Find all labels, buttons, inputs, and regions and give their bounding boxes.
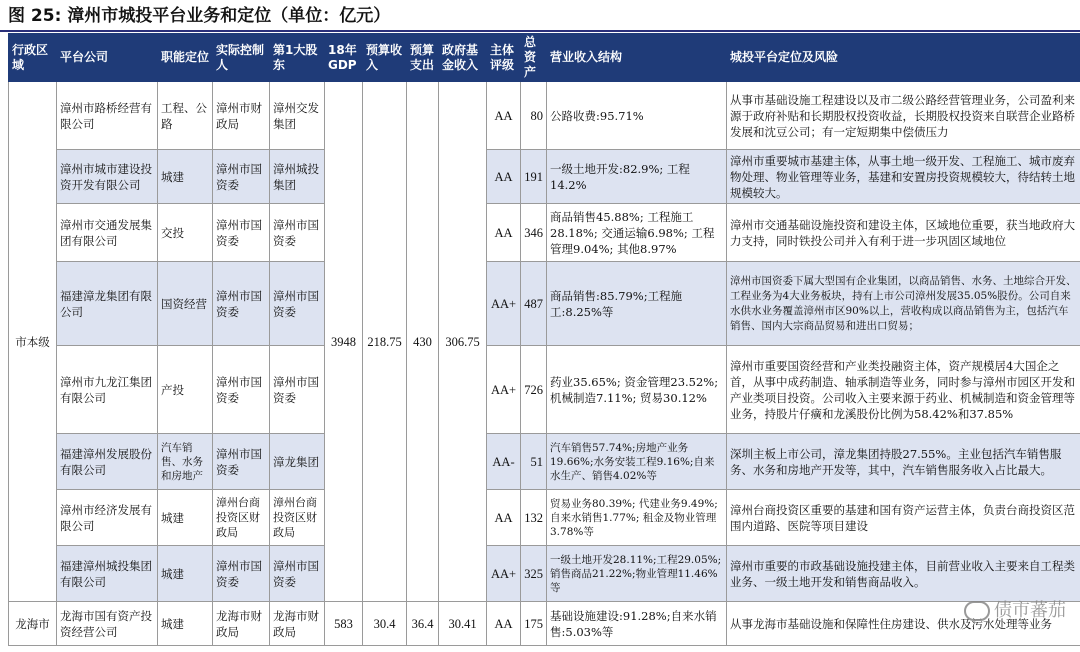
role-cell: 城建 — [158, 546, 213, 602]
header-fund-income: 政府基金收入 — [439, 34, 487, 82]
rating-cell: AA — [487, 602, 521, 646]
rating-cell: AA+ — [487, 346, 521, 434]
position-cell: 从事龙海市基础设施和保障性住房建设、供水及污水处理等业务 — [727, 602, 1080, 646]
rating-cell: AA — [487, 490, 521, 546]
assets-cell: 325 — [521, 546, 547, 602]
holder-cell: 龙海市财政局 — [270, 602, 325, 646]
header-row — [9, 34, 1080, 82]
header-gdp: 18年GDP — [325, 34, 363, 82]
controller-cell: 漳州市国资委 — [213, 262, 270, 346]
figure-title: 图 25: 漳州市城投平台业务和定位（单位：亿元） — [8, 6, 391, 26]
role-cell: 汽车销售、水务和房地产 — [158, 434, 213, 490]
company-cell: 漳州市九龙江集团有限公司 — [57, 346, 158, 434]
table-row — [9, 82, 1080, 150]
assets-cell: 487 — [521, 262, 547, 346]
revenue-cell: 商品销售:85.79%;工程施工:8.25%等 — [547, 262, 727, 346]
assets-cell: 132 — [521, 490, 547, 546]
header-region: 行政区域 — [9, 34, 57, 82]
holder-cell: 漳州台商投资区财政局 — [270, 490, 325, 546]
controller-cell: 漳州市国资委 — [213, 546, 270, 602]
assets-cell: 346 — [521, 204, 547, 262]
gdp-cell: 583 — [325, 602, 363, 646]
assets-cell: 726 — [521, 346, 547, 434]
company-cell: 福建漳州发展股份有限公司 — [57, 434, 158, 490]
rating-cell: AA — [487, 82, 521, 150]
rating-cell: AA+ — [487, 546, 521, 602]
revenue-cell: 一级土地开发:82.9%; 工程14.2% — [547, 150, 727, 204]
city-investment-table — [8, 33, 1080, 646]
holder-cell: 漳州市国资委 — [270, 204, 325, 262]
budget-income-cell: 30.4 — [363, 602, 407, 646]
role-cell: 产投 — [158, 346, 213, 434]
position-cell: 从事市基础设施工程建设以及市二级公路经营管理业务，公司盈利来源于政府补贴和长期股权投资收益，长期股权投资来自联营企业路桥发展和沈豆公司；有一定短期集中偿债压力 — [727, 82, 1080, 150]
position-cell: 漳州台商投资区重要的基建和国有资产运营主体，负责台商投资区范围内道路、医院等项目建设 — [727, 490, 1080, 546]
gdp-cell: 3948 — [325, 82, 363, 602]
rating-cell: AA- — [487, 434, 521, 490]
role-cell: 国资经营 — [158, 262, 213, 346]
header-revenue: 营业收入结构 — [547, 34, 727, 82]
table-row — [9, 434, 1080, 490]
position-cell: 漳州市重要城市基建主体，从事土地一级开发、工程施工、城市废弃物处理、物业管理等业务，基建和安置房投资规模较大，待结转土地规模较大。 — [727, 150, 1080, 204]
revenue-cell: 商品销售45.88%; 工程施工28.18%; 交通运输6.98%; 工程管理9.04%; 其他8.97% — [547, 204, 727, 262]
holder-cell: 漳龙集团 — [270, 434, 325, 490]
controller-cell: 龙海市财政局 — [213, 602, 270, 646]
header-budget-income: 预算收入 — [363, 34, 407, 82]
watermark — [964, 596, 1066, 622]
header-role: 职能定位 — [158, 34, 213, 82]
position-cell: 漳州市国资委下属大型国有企业集团，以商品销售、水务、土地综合开发、工程业务为4大业务板块，持有上市公司漳州发展35.05%股份。公司自来水供水业务覆盖漳州市区90%以上，营收构成以商品销售为主，包括汽车销售、国内大宗商品贸易和进出口贸易； — [727, 262, 1080, 346]
table-row — [9, 204, 1080, 262]
position-cell: 漳州市重要国资经营和产业类投融资主体，资产规模居4大国企之首，从事中成药制造、轴承制造等业务，同时参与漳州市园区开发和产业类项目投资。公司收入主要来源于药业、机械制造和资金管理等业务，持股片仔癀和龙溪股份比例为58.42%和37.85% — [727, 346, 1080, 434]
table-row — [9, 546, 1080, 602]
assets-cell: 80 — [521, 82, 547, 150]
revenue-cell: 基础设施建设:91.28%;自来水销售:5.03%等 — [547, 602, 727, 646]
role-cell: 交投 — [158, 204, 213, 262]
assets-cell: 51 — [521, 434, 547, 490]
holder-cell: 漳州市国资委 — [270, 346, 325, 434]
assets-cell: 175 — [521, 602, 547, 646]
header-company: 平台公司 — [57, 34, 158, 82]
budget-expense-cell: 36.4 — [407, 602, 439, 646]
revenue-cell: 贸易业务80.39%; 代建业务9.49%; 自来水销售1.77%; 租金及物业管理3.78%等 — [547, 490, 727, 546]
holder-cell: 漳州城投集团 — [270, 150, 325, 204]
header-position: 城投平台定位及风险 — [727, 34, 1080, 82]
company-cell: 福建漳州城投集团有限公司 — [57, 546, 158, 602]
table-row — [9, 490, 1080, 546]
rating-cell: AA+ — [487, 262, 521, 346]
rating-cell: AA — [487, 204, 521, 262]
region-cell: 市本级 — [9, 82, 57, 602]
position-cell: 深圳主板上市公司，漳龙集团持股27.55%。主业包括汽车销售服务、水务和房地产开发等，其中，汽车销售服务收入占比最大。 — [727, 434, 1080, 490]
fund-income-cell: 306.75 — [439, 82, 487, 602]
position-cell: 漳州市交通基础设施投资和建设主体，区域地位重要，获当地政府大力支持，同时铁投公司并入有利于进一步巩固区域地位 — [727, 204, 1080, 262]
role-cell: 工程、公路 — [158, 82, 213, 150]
company-cell: 漳州市交通发展集团有限公司 — [57, 204, 158, 262]
role-cell: 城建 — [158, 150, 213, 204]
role-cell: 城建 — [158, 602, 213, 646]
wechat-icon — [964, 601, 990, 621]
company-cell: 漳州市经济发展有限公司 — [57, 490, 158, 546]
region-cell: 龙海市 — [9, 602, 57, 646]
company-cell: 龙海市国有资产投资经营公司 — [57, 602, 158, 646]
holder-cell: 漳州交发集团 — [270, 82, 325, 150]
header-assets: 总资产 — [521, 34, 547, 82]
holder-cell: 漳州市国资委 — [270, 546, 325, 602]
company-cell: 漳州市路桥经营有限公司 — [57, 82, 158, 150]
assets-cell: 191 — [521, 150, 547, 204]
table-row — [9, 150, 1080, 204]
budget-income-cell: 218.75 — [363, 82, 407, 602]
table-row — [9, 602, 1080, 646]
controller-cell: 漳州市财政局 — [213, 82, 270, 150]
company-cell: 福建漳龙集团有限公司 — [57, 262, 158, 346]
controller-cell: 漳州市国资委 — [213, 434, 270, 490]
position-cell: 漳州市重要的市政基础设施投建主体，目前营业收入主要来自工程类业务、一级土地开发和销售商品收入。 — [727, 546, 1080, 602]
table-row — [9, 346, 1080, 434]
table-row — [9, 262, 1080, 346]
controller-cell: 漳州市国资委 — [213, 346, 270, 434]
company-cell: 漳州市城市建设投资开发有限公司 — [57, 150, 158, 204]
fund-income-cell: 30.41 — [439, 602, 487, 646]
role-cell: 城建 — [158, 490, 213, 546]
controller-cell: 漳州台商投资区财政局 — [213, 490, 270, 546]
controller-cell: 漳州市国资委 — [213, 150, 270, 204]
controller-cell: 漳州市国资委 — [213, 204, 270, 262]
header-rating: 主体评级 — [487, 34, 521, 82]
revenue-cell: 一级土地开发28.11%;工程29.05%;销售商品21.22%;物业管理11.46%等 — [547, 546, 727, 602]
header-controller: 实际控制人 — [213, 34, 270, 82]
revenue-cell: 汽车销售57.74%;房地产业务19.66%;水务安装工程9.16%;自来水生产、销售4.02%等 — [547, 434, 727, 490]
title-rule — [0, 30, 1080, 32]
watermark-text: 债市蕃茄 — [994, 600, 1066, 621]
revenue-cell: 药业35.65%; 资金管理23.52%; 机械制造7.11%; 贸易30.12% — [547, 346, 727, 434]
rating-cell: AA — [487, 150, 521, 204]
holder-cell: 漳州市国资委 — [270, 262, 325, 346]
header-budget-expense: 预算支出 — [407, 34, 439, 82]
revenue-cell: 公路收费:95.71% — [547, 82, 727, 150]
header-holder: 第1大股东 — [270, 34, 325, 82]
budget-expense-cell: 430 — [407, 82, 439, 602]
